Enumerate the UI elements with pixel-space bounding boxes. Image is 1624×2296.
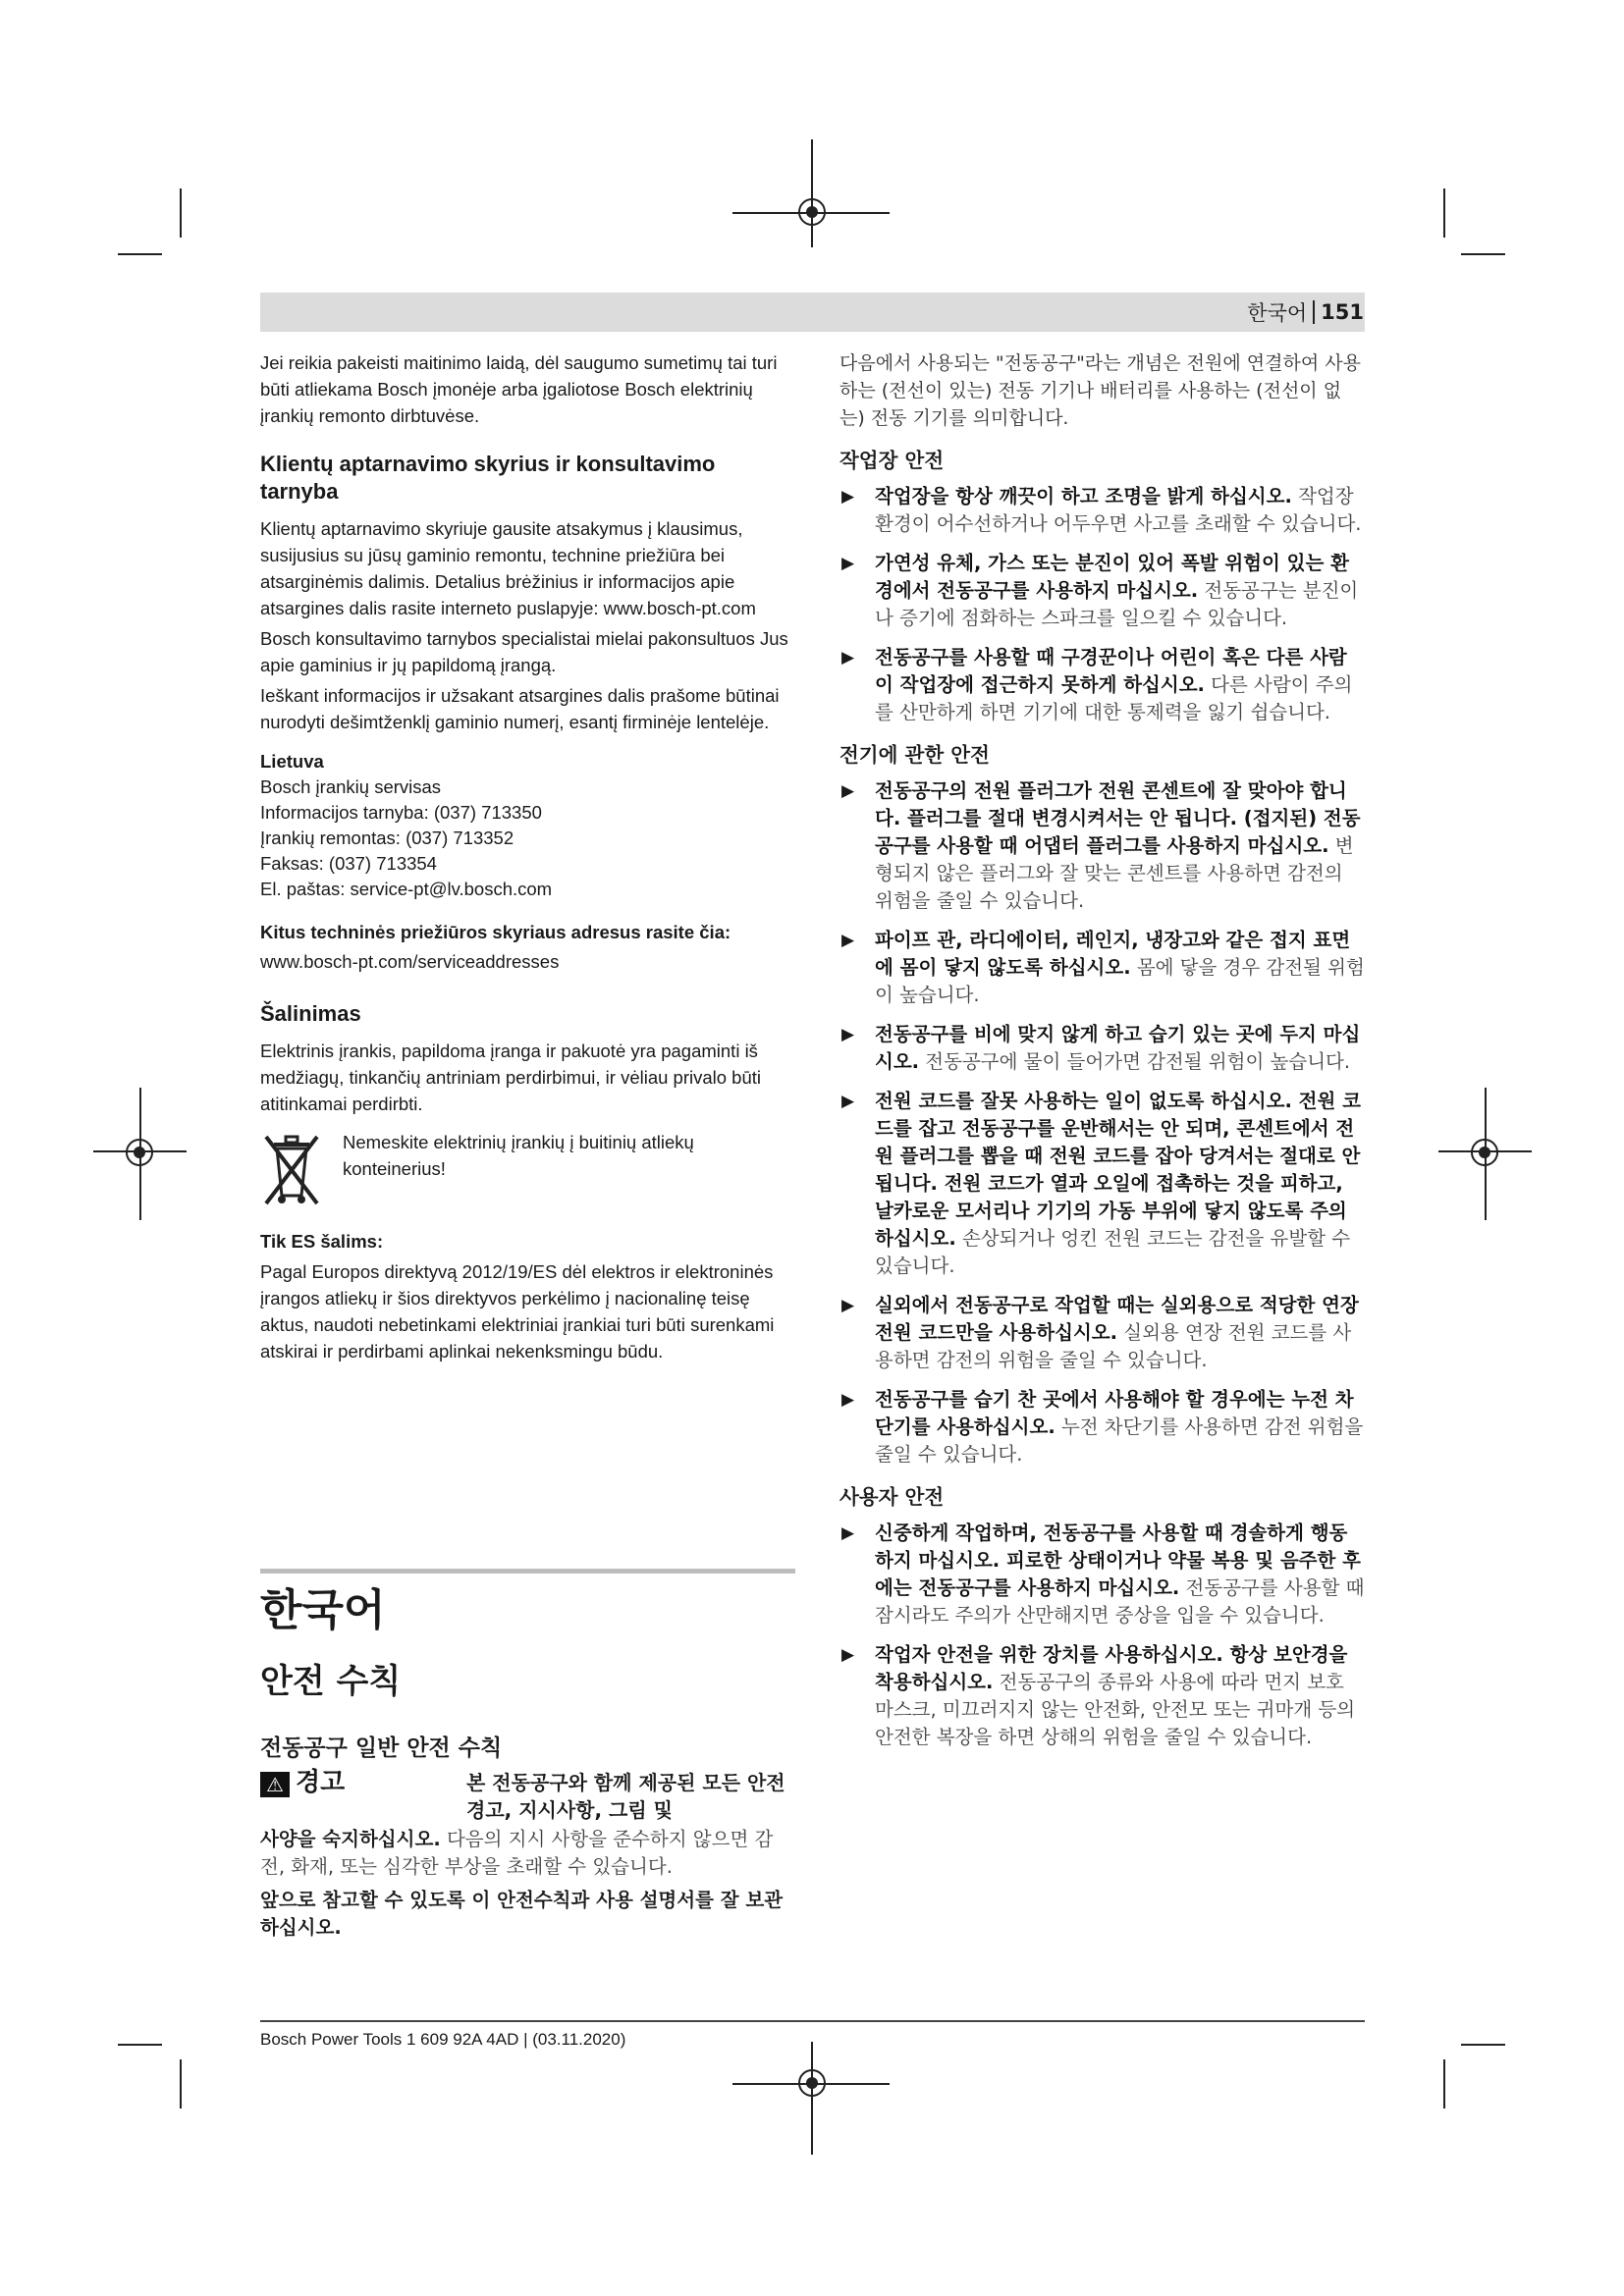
eu-heading: Tik ES šalims: xyxy=(260,1231,384,1252)
item-text: 전동공구에 물이 들어가면 감전될 위험이 높습니다. xyxy=(925,1050,1351,1073)
crop-mark xyxy=(811,2042,813,2155)
left-column xyxy=(260,349,795,1376)
list-item xyxy=(839,1021,1365,1076)
warning-word: 경고 xyxy=(296,1768,346,1797)
list-item xyxy=(839,777,1365,915)
footer-rule xyxy=(260,2020,1365,2022)
item-text: 몸에 닿을 경우 감전될 위험이 높습니다. xyxy=(875,956,1365,1006)
item-bold: 작업자 안전을 위한 장치를 사용하십시오. 항상 보안경을 착용하십시오. xyxy=(875,1643,1348,1693)
list-item xyxy=(839,1088,1365,1280)
item-bold: 전동공구를 습기 찬 곳에서 사용해야 할 경우에는 누전 차단기를 사용하십시오. xyxy=(875,1388,1354,1438)
warning-label xyxy=(260,1769,466,1824)
registration-mark-icon xyxy=(126,1139,153,1166)
country-line: Faksas: (037) 713354 xyxy=(260,853,437,874)
registration-mark-icon xyxy=(1471,1139,1498,1166)
service-paragraph: Klientų aptarnavimo skyriuje gausite atsakymus į klausimus, susijusius su jūsų gaminio remontu, technine priežiūra bei atsarginėmis dalimis. Detalius brėžinius ir informacijos apie atsargines dalis rasite interneto puslapyje: www.bosch-pt.com xyxy=(260,518,756,618)
item-bold: 전동공구의 전원 플러그가 전원 콘센트에 잘 맞아야 합니다. 플러그를 절대 변경시켜서는 안 됩니다. (접지된) 전동공구를 사용할 때 어댑터 플러그를 사용하지 마십시오. xyxy=(875,779,1361,857)
crop-mark xyxy=(118,253,162,255)
weee-text: Nemeskite elektrinių įrankių į buitinių atliekų konteinerius! xyxy=(343,1132,694,1179)
item-text: 다른 사람이 주의를 산만하게 하면 기기에 대한 통제력을 잃기 쉽습니다. xyxy=(875,673,1353,723)
item-bold: 전원 코드를 잘못 사용하는 일이 없도록 하십시오. 전원 코드를 잡고 전동공구를 운반해서는 안 되며, 콘센트에서 전원 플러그를 뽑을 때 전원 코드를 잡아 당겨서는 절대로 안 됩니다. 전원 코드가 열과 오일에 접촉하는 것을 피하고, 날카로운 모서리나 기기의 가동 부위에 닿지 않도록 주의하십시오. xyxy=(875,1090,1361,1250)
warning-body xyxy=(260,1826,795,1881)
item-text: 변형되지 않은 플러그와 잘 맞는 콘센트를 사용하면 감전의 위험을 줄일 수 있습니다. xyxy=(875,834,1354,912)
user-safety-list xyxy=(839,1520,1365,1751)
list-item xyxy=(839,1386,1365,1468)
list-item xyxy=(839,1641,1365,1751)
list-item xyxy=(839,927,1365,1009)
crop-mark xyxy=(1461,2044,1505,2046)
page-header xyxy=(1247,294,1364,330)
list-item xyxy=(839,1292,1365,1374)
service-paragraph: Ieškant informacijos ir užsakant atsargines dalis prašome būtinai nurodyti dešimtženklį gaminio numerį, esantį firminėje lentelėje. xyxy=(260,685,780,732)
list-item xyxy=(839,550,1365,632)
work-area-list xyxy=(839,483,1365,726)
item-text: 손상되거나 엉킨 전원 코드는 감전을 유발할 수 있습니다. xyxy=(875,1227,1351,1277)
country-line: Bosch įrankių servisas xyxy=(260,776,442,797)
item-bold: 작업장을 항상 깨끗이 하고 조명을 밝게 하십시오. xyxy=(875,485,1292,507)
keep-instructions: 앞으로 참고할 수 있도록 이 안전수칙과 사용 설명서를 잘 보관하십시오. xyxy=(260,1889,784,1939)
intro-paragraph: Jei reikia pakeisti maitinimo laidą, dėl saugumo sumetimų tai turi būti atliekama Bosch įmonėje arba įgaliotose Bosch elektrinių įrankių remonto dirbtuvėse. xyxy=(260,352,778,426)
disposal-paragraph: Elektrinis įrankis, papildoma įranga ir pakuotė yra pagaminti iš medžiagų, tinkančių antriniam perdirbimui, ir vėliau privalo būti atitinkamai perdirbti. xyxy=(260,1041,762,1114)
crop-mark xyxy=(1443,188,1445,238)
addresses-url: www.bosch-pt.com/serviceaddresses xyxy=(260,951,560,972)
crossed-bin-icon xyxy=(260,1129,323,1207)
general-safety-title: 전동공구 일반 안전 수칙 xyxy=(260,1735,503,1761)
addresses-heading: Kitus techninės priežiūros skyriaus adresus rasite čia: xyxy=(260,922,731,942)
service-paragraph: Bosch konsultavimo tarnybos specialistai mielai pakonsultuos Jus apie gaminius ir jų papildomą įrangą. xyxy=(260,628,788,675)
item-bold: 전동공구를 비에 맞지 않게 하고 습기 있는 곳에 두지 마십시오. xyxy=(875,1023,1361,1073)
list-item xyxy=(839,1520,1365,1629)
item-text: 실외용 연장 전원 코드를 사용하면 감전의 위험을 줄일 수 있습니다. xyxy=(875,1321,1352,1371)
crop-mark xyxy=(1443,2059,1445,2109)
right-column xyxy=(839,349,1365,1763)
safety-title: 안전 수칙 xyxy=(260,1662,402,1701)
registration-mark-icon xyxy=(798,198,826,226)
item-text: 누전 차단기를 사용하면 감전 위험을 줄일 수 있습니다. xyxy=(875,1415,1364,1466)
list-item xyxy=(839,644,1365,726)
list-item xyxy=(839,483,1365,538)
electrical-list xyxy=(839,777,1365,1468)
section-divider xyxy=(260,1569,795,1574)
warning-bold-text: 본 전동공구와 함께 제공된 모든 안전경고, 지시사항, 그림 및 xyxy=(466,1771,785,1822)
country-line: Informacijos tarnyba: (037) 713350 xyxy=(260,802,542,823)
crop-mark xyxy=(118,2044,162,2046)
item-bold: 실외에서 전동공구로 작업할 때는 실외용으로 적당한 연장 전원 코드만을 사용하십시오. xyxy=(875,1294,1359,1344)
country-heading: Lietuva xyxy=(260,751,324,772)
country-line: Įrankių remontas: (037) 713352 xyxy=(260,828,514,848)
korean-section xyxy=(260,1578,795,1942)
item-bold: 신중하게 작업하며, 전동공구를 사용할 때 경솔하게 행동하지 마십시오. 피로한 상태이거나 약물 복용 및 음주한 후에는 전동공구를 사용하지 마십시오. xyxy=(875,1522,1361,1599)
disposal-heading: Šalinimas xyxy=(260,1001,361,1026)
item-text: 전동공구를 사용할 때 잠시라도 주의가 산만해지면 중상을 입을 수 있습니다. xyxy=(875,1576,1365,1627)
warning-bold-text: 사양을 숙지하십시오. xyxy=(260,1828,441,1850)
work-area-heading: 작업장 안전 xyxy=(839,449,945,472)
page-number: 151 xyxy=(1313,300,1364,324)
eu-paragraph: Pagal Europos direktyvą 2012/19/ES dėl elektros ir elektroninės įrangos atliekų ir šios direktyvos perkėlimo į nacionalinę teisę aktus, naudoti nebetinkami elektriniai įrankiai turi būti surenkami atskirai ir perdirbami aplinkai nekenksmingu būdu. xyxy=(260,1261,775,1362)
crop-mark xyxy=(180,2059,182,2109)
header-band xyxy=(260,293,1365,332)
warning-normal-text: 다음의 지시 사항을 준수하지 않으면 감전, 화재, 또는 심각한 부상을 초래할 수 있습니다. xyxy=(260,1828,774,1878)
service-heading: Klientų aptarnavimo skyrius ir konsultavimo tarnyba xyxy=(260,452,716,504)
item-text: 작업장 환경이 어수선하거나 어두우면 사고를 초래할 수 있습니다. xyxy=(875,485,1362,535)
country-line: El. paštas: service-pt@lv.bosch.com xyxy=(260,879,553,899)
crop-mark xyxy=(1461,253,1505,255)
item-text: 전동공구는 분진이나 증기에 점화하는 스파크를 일으킬 수 있습니다. xyxy=(875,579,1359,629)
intro-paragraph: 다음에서 사용되는 "전동공구"라는 개념은 전원에 연결하여 사용하는 (전선이 있는) 전동 기기나 배터리를 사용하는 (전선이 없는) 전동 기기를 의미합니다. xyxy=(839,352,1361,429)
item-bold: 파이프 관, 라디에이터, 레인지, 냉장고와 같은 접지 표면에 몸이 닿지 않도록 하십시오. xyxy=(875,929,1351,979)
item-text: 전동공구의 종류와 사용에 따라 먼지 보호 마스크, 미끄러지지 않는 안전화, 안전모 또는 귀마개 등의 안전한 복장을 하면 상해의 위험을 줄일 수 있습니다. xyxy=(875,1671,1356,1748)
warning-icon: ⚠ xyxy=(260,1772,290,1797)
registration-mark-icon xyxy=(798,2069,826,2097)
language-title: 한국어 xyxy=(260,1585,386,1635)
crop-mark xyxy=(180,188,182,238)
weee-notice xyxy=(260,1129,795,1207)
user-safety-heading: 사용자 안전 xyxy=(839,1485,945,1509)
item-bold: 전동공구를 사용할 때 구경꾼이나 어린이 혹은 다른 사람이 작업장에 접근하지 못하게 하십시오. xyxy=(875,646,1347,696)
crop-mark xyxy=(811,139,813,247)
warning-block xyxy=(260,1769,795,1824)
electrical-heading: 전기에 관한 안전 xyxy=(839,743,990,767)
footer-text: Bosch Power Tools 1 609 92A 4AD | (03.11.2020) xyxy=(260,2030,626,2049)
item-bold: 가연성 유체, 가스 또는 분진이 있어 폭발 위험이 있는 환경에서 전동공구를 사용하지 마십시오. xyxy=(875,552,1349,602)
header-section: 한국어 xyxy=(1247,301,1308,325)
